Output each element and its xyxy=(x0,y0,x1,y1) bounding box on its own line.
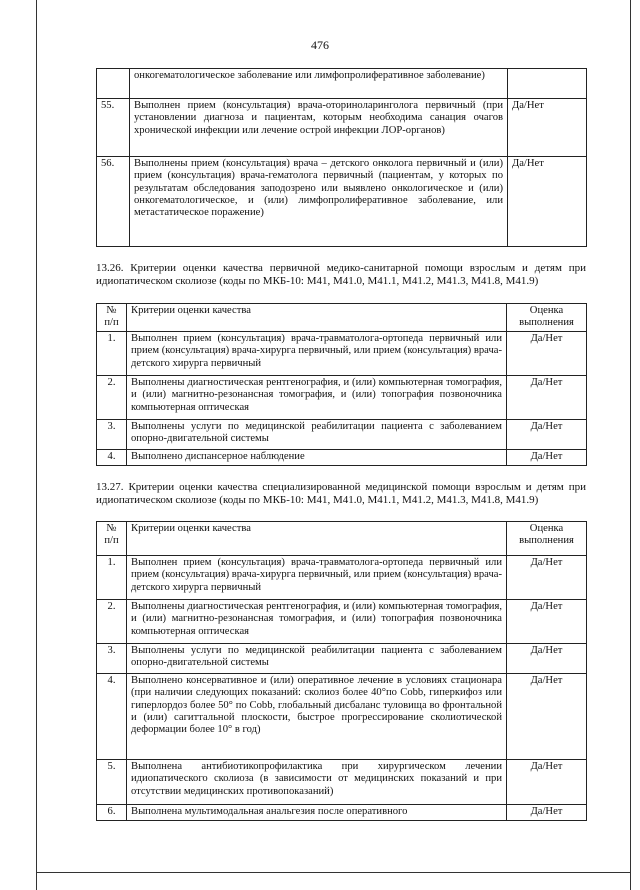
table-row xyxy=(97,420,587,450)
criterion-text: Выполнены услуги по медицинской реабилитации пациента с заболеванием опорно-двигательной системы xyxy=(127,420,507,450)
criterion-text: онкогематологическое заболевание или лимфопролиферативное заболевание) xyxy=(130,69,508,99)
row-number: 1. xyxy=(97,332,127,376)
criterion-text: Выполнены диагностическая рентгенография, и (или) компьютерная томография, и (или) магнитно-резонансная томография, и (или) топография позвоночника компьютерная оптическая xyxy=(127,376,507,420)
scan-edge-bottom xyxy=(36,872,631,873)
page-number: 476 xyxy=(311,38,329,52)
table-row xyxy=(97,760,587,805)
table-continuation xyxy=(96,68,587,247)
table-header xyxy=(97,522,587,556)
table-row xyxy=(97,450,587,466)
criterion-value: Да/Нет xyxy=(507,376,587,420)
row-number: 3. xyxy=(97,420,127,450)
row-number: 4. xyxy=(97,674,127,760)
header-criteria: Критерии оценки качества xyxy=(127,304,507,332)
header-number: № п/п xyxy=(97,304,127,332)
criterion-value: Да/Нет xyxy=(508,99,587,157)
table-header xyxy=(97,304,587,332)
row-number: 2. xyxy=(97,600,127,644)
table-row xyxy=(97,805,587,821)
row-number: 3. xyxy=(97,644,127,674)
criterion-text: Выполнен прием (консультация) врача-травматолога-ортопеда первичный или прием (консультация) врача-хирурга первичный, или прием (консультация) врача-детского хирурга первичный xyxy=(127,332,507,376)
criterion-text: Выполнены диагностическая рентгенография, и (или) компьютерная томография, и (или) магнитно-резонансная томография, и (или) топография позвоночника компьютерная оптическая xyxy=(127,600,507,644)
header-value: Оценка выполнения xyxy=(507,304,587,332)
row-number: 6. xyxy=(97,805,127,821)
criterion-value xyxy=(508,69,587,99)
criterion-text: Выполнено консервативное и (или) оперативное лечение в условиях стационара (при наличии следующих показаний: сколиоз более 40°по Cobb, гиперкифоз или гиперлордоз более 50° по Cobb, глобальный дисбаланс туловища во фронтальной и (или) сагиттальной плоскости, быстрое прогрессирование сколиотической деформации более 10° в год) xyxy=(127,674,507,760)
row-number xyxy=(97,69,130,99)
table-row xyxy=(97,376,587,420)
table-row xyxy=(97,644,587,674)
criterion-text: Выполнено диспансерное наблюдение xyxy=(127,450,507,466)
table-13-27 xyxy=(96,521,587,821)
criterion-text: Выполнена мультимодальная анальгезия после оперативного xyxy=(127,805,507,821)
criterion-value: Да/Нет xyxy=(507,600,587,644)
table-row xyxy=(97,157,587,247)
criterion-text: Выполнены прием (консультация) врача – детского онколога первичный и (или) прием (консультация) врача-гематолога первичный (пациентам, у которых по результатам обследования заподозрено или выявлено онкологическое и (или) онкогематологическое, и (или) лимфопролиферативное заболевание, или метастатическое поражение) xyxy=(130,157,508,247)
row-number: 5. xyxy=(97,760,127,805)
criterion-value: Да/Нет xyxy=(507,805,587,821)
criterion-value: Да/Нет xyxy=(507,332,587,376)
criterion-value: Да/Нет xyxy=(507,644,587,674)
criterion-value: Да/Нет xyxy=(507,420,587,450)
row-number: 56. xyxy=(97,157,130,247)
table-row xyxy=(97,556,587,600)
criterion-text: Выполнена антибиотикопрофилактика при хирургическом лечении идиопатического сколиоза (в зависимости от медицинских показаний и при отсутствии медицинских противопоказаний) xyxy=(127,760,507,805)
criterion-value: Да/Нет xyxy=(507,450,587,466)
criterion-value: Да/Нет xyxy=(507,674,587,760)
table-row xyxy=(97,69,587,99)
criterion-value: Да/Нет xyxy=(508,157,587,247)
criterion-text: Выполнен прием (консультация) врача-травматолога-ортопеда первичный или прием (консультация) врача-хирурга первичный, или прием (консультация) врача-детского хирурга первичный xyxy=(127,556,507,600)
table-row xyxy=(97,332,587,376)
section-title-13-27: 13.27. Критерии оценки качества специализированной медицинской помощи взрослым и детям при идиопатическом сколиозе (коды по МКБ-10: M41, M41.0, M41.1, M41.2, M41.3, M41.8, M41.9) xyxy=(96,481,586,506)
criterion-value: Да/Нет xyxy=(507,760,587,805)
row-number: 1. xyxy=(97,556,127,600)
row-number: 4. xyxy=(97,450,127,466)
scan-edge-left xyxy=(36,0,37,890)
table-row xyxy=(97,674,587,760)
criterion-text: Выполнен прием (консультация) врача-оториноларинголога первичный (при установлении диагноза и пациентам, которым необходима санация очагов хронической инфекции или лечение острой инфекции ЛОР-органов) xyxy=(130,99,508,157)
table-row xyxy=(97,99,587,157)
table-13-26 xyxy=(96,303,587,466)
header-criteria: Критерии оценки качества xyxy=(127,522,507,556)
row-number: 55. xyxy=(97,99,130,157)
table-row xyxy=(97,600,587,644)
criterion-text: Выполнены услуги по медицинской реабилитации пациента с заболеванием опорно-двигательной системы xyxy=(127,644,507,674)
header-value: Оценка выполнения xyxy=(507,522,587,556)
scan-edge-right xyxy=(630,0,631,890)
row-number: 2. xyxy=(97,376,127,420)
header-number: № п/п xyxy=(97,522,127,556)
criterion-value: Да/Нет xyxy=(507,556,587,600)
section-title-13-26: 13.26. Критерии оценки качества первичной медико-санитарной помощи взрослым и детям при идиопатическом сколиозе (коды по МКБ-10: M41, M41.0, M41.1, M41.2, M41.3, M41.8, M41.9) xyxy=(96,262,586,287)
